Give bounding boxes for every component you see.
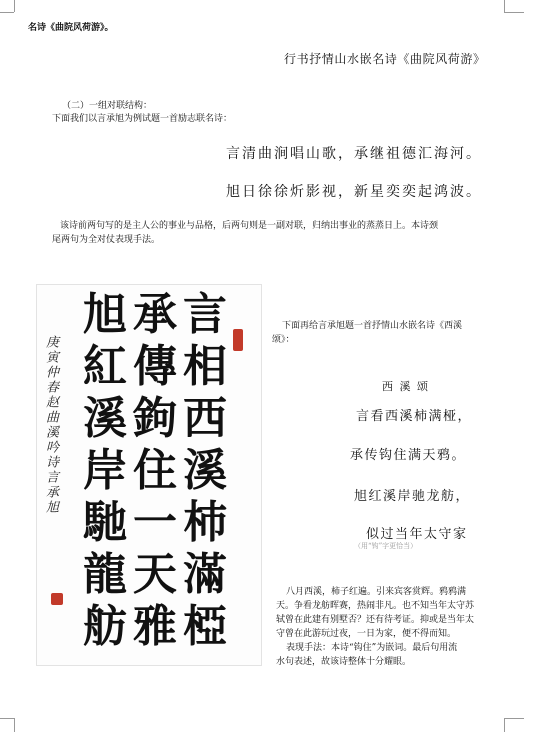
calligraphy-char: 紅: [83, 341, 127, 392]
section-heading: （二）一组对联结构：: [62, 101, 153, 111]
calligraphy-char: 天: [133, 549, 177, 600]
calligraphy-char: 住: [133, 445, 177, 496]
calligraphy-char: 馳: [83, 497, 127, 548]
calligraphy-char: 一: [133, 497, 177, 548]
explain2-technique-2: 水句表述，故该诗整体十分耀眼。: [276, 657, 412, 667]
calligraphy-char: 滿: [183, 549, 227, 600]
calligraphy-char: 言: [183, 289, 227, 340]
crop-mark-br-h: [504, 718, 524, 719]
explain1-line1: 该诗前两句写的是主人公的事业与品格，后两句则是一副对联，归纳出事业的蒸蒸日上。本诗颈: [60, 221, 439, 231]
poem2-line4: 似过当年太守家: [366, 527, 468, 542]
poem2-line3: 旭红溪岸驰龙舫，: [354, 489, 471, 504]
calligraphy-char: 雅: [133, 601, 177, 652]
poem1-line2: 旭日徐徐炘影视，新星奕奕起鸿波。: [226, 184, 482, 200]
explain2-line1: 八月西溪，柿子红遍。引来宾客赏辉。鸦鸦满: [286, 587, 467, 597]
calligraphy-char: 鉤: [133, 393, 177, 444]
running-title: 名诗《曲院风荷游》。: [28, 23, 114, 33]
calligraphy-char: 舫: [83, 601, 127, 652]
explain2-line4: 守曾在此游玩过夜，一日为家，便不得而知。: [276, 629, 457, 639]
right-intro-2: 颂》：: [272, 335, 295, 345]
calligraphy-char: 溪: [183, 445, 227, 496]
explain2-line3: 轼曾在此建有别墅否？还有待考证。抑或是当年太: [276, 615, 475, 625]
explain2-technique-1: 表现手法：本诗“钩住”为嵌词。最后句用流: [286, 643, 458, 653]
crop-mark-bl-v: [14, 718, 15, 732]
calligraphy-char: 相: [183, 341, 227, 392]
poem2-line2: 承传钩住满天鸦。: [350, 448, 467, 463]
calligraphy-char: 西: [183, 393, 227, 444]
crop-mark-tr-h: [504, 12, 524, 13]
calligraphy-char: 承: [133, 289, 177, 340]
poem2-caption: （用“钩”字更恰当）: [354, 542, 418, 550]
poem2-line1: 言看西溪柿满桠，: [356, 409, 473, 424]
calligraphy-char: 旭: [83, 289, 127, 340]
calligraphy-artwork: [36, 284, 262, 666]
calligraphy-char: 椏: [183, 601, 227, 652]
seal-stamp-bottom: [51, 593, 63, 605]
right-intro-1: 下面再给言承旭题一首抒情山水嵌名诗《西溪: [282, 321, 463, 331]
poem1-line1: 言清曲涧唱山歌，承继祖德汇海河。: [226, 146, 482, 162]
page-heading: 行书抒情山水嵌名诗《曲院风荷游》: [284, 52, 486, 66]
crop-mark-tl-h: [0, 12, 14, 13]
section-intro: 下面我们以言承旭为例试题一首励志联名诗：: [52, 114, 233, 124]
calligraphy-char: 溪: [83, 393, 127, 444]
crop-mark-br-v: [504, 718, 505, 732]
crop-mark-bl-h: [0, 718, 14, 719]
calligraphy-char: 杮: [183, 497, 227, 548]
calligraphy-inscription: 庚寅仲春赵曲溪吟诗言承旭: [43, 335, 58, 515]
explain2-line2: 天。争看龙舫晖赛，热闹非凡。也不知当年太守苏: [276, 601, 475, 611]
crop-mark-tr-v: [504, 0, 505, 12]
explain1-line2: 尾两句为全对仗表现手法。: [52, 235, 161, 245]
calligraphy-char: 岸: [83, 445, 127, 496]
poem2-title: 西 溪 颂: [382, 380, 430, 393]
seal-stamp-top: [233, 329, 243, 351]
crop-mark-tl-v: [14, 0, 15, 12]
calligraphy-char: 龍: [83, 549, 127, 600]
calligraphy-char: 傳: [133, 341, 177, 392]
